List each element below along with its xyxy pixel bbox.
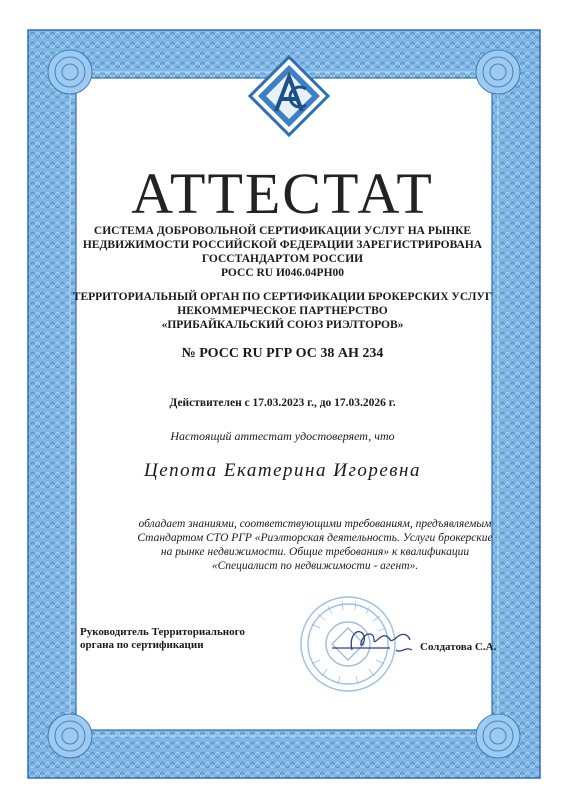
system-line: РОСС RU И046.04РН00 bbox=[220, 267, 345, 279]
body-line: «Специалист по недвижимости - агент». bbox=[211, 560, 419, 572]
certificate-title: АТТЕСТАТ bbox=[131, 161, 434, 226]
head-label-line: Руководитель Территориального bbox=[80, 626, 245, 638]
holder-name: Цепота Екатерина Игоревна bbox=[144, 460, 421, 481]
territorial-body-block bbox=[0, 290, 565, 332]
body-line: Стандартом СТО РГР «Риэлторская деятельность. Услуги брокерские bbox=[137, 532, 493, 544]
certifies-statement: Настоящий аттестат удостоверяет, что bbox=[170, 429, 395, 443]
territorial-line: НЕКОММЕРЧЕСКОЕ ПАРТНЕРСТВО bbox=[177, 305, 388, 317]
system-line: СИСТЕМА ДОБРОВОЛЬНОЙ СЕРТИФИКАЦИИ УСЛУГ НА РЫНКЕ bbox=[93, 225, 472, 237]
territorial-line: ТЕРРИТОРИАЛЬНЫЙ ОРГАН ПО СЕРТИФИКАЦИИ БРОКЕРСКИХ УСЛУГ bbox=[72, 291, 493, 303]
territorial-line: «ПРИБАЙКАЛЬСКИЙ СОЮЗ РИЭЛТОРОВ» bbox=[161, 319, 404, 331]
system-line: НЕДВИЖИМОСТИ РОССИЙСКОЙ ФЕДЕРАЦИИ ЗАРЕГИСТРИРОВАНА bbox=[82, 239, 483, 251]
head-label-line: органа по сертификации bbox=[80, 639, 204, 651]
body-line: обладает знаниями, соответствующими требованиям, предъявляемым bbox=[138, 518, 492, 530]
system-line: ГОССТАНДАРТОМ РОССИИ bbox=[201, 253, 364, 265]
rgr-logo-icon bbox=[248, 55, 330, 137]
certificate-number: № РОСС RU РГР ОС 38 АН 234 bbox=[181, 346, 384, 361]
signature-icon bbox=[330, 620, 430, 660]
qualification-text bbox=[80, 517, 550, 573]
body-line: на рынке недвижимости. Общие требования» к квалификации bbox=[160, 546, 470, 558]
validity-period: Действителен с 17.03.2023 г., до 17.03.2026 г. bbox=[169, 397, 396, 409]
signer-name: Солдатова С.А. bbox=[420, 641, 497, 653]
certification-system-block bbox=[0, 224, 565, 280]
head-of-body-label bbox=[80, 626, 280, 652]
